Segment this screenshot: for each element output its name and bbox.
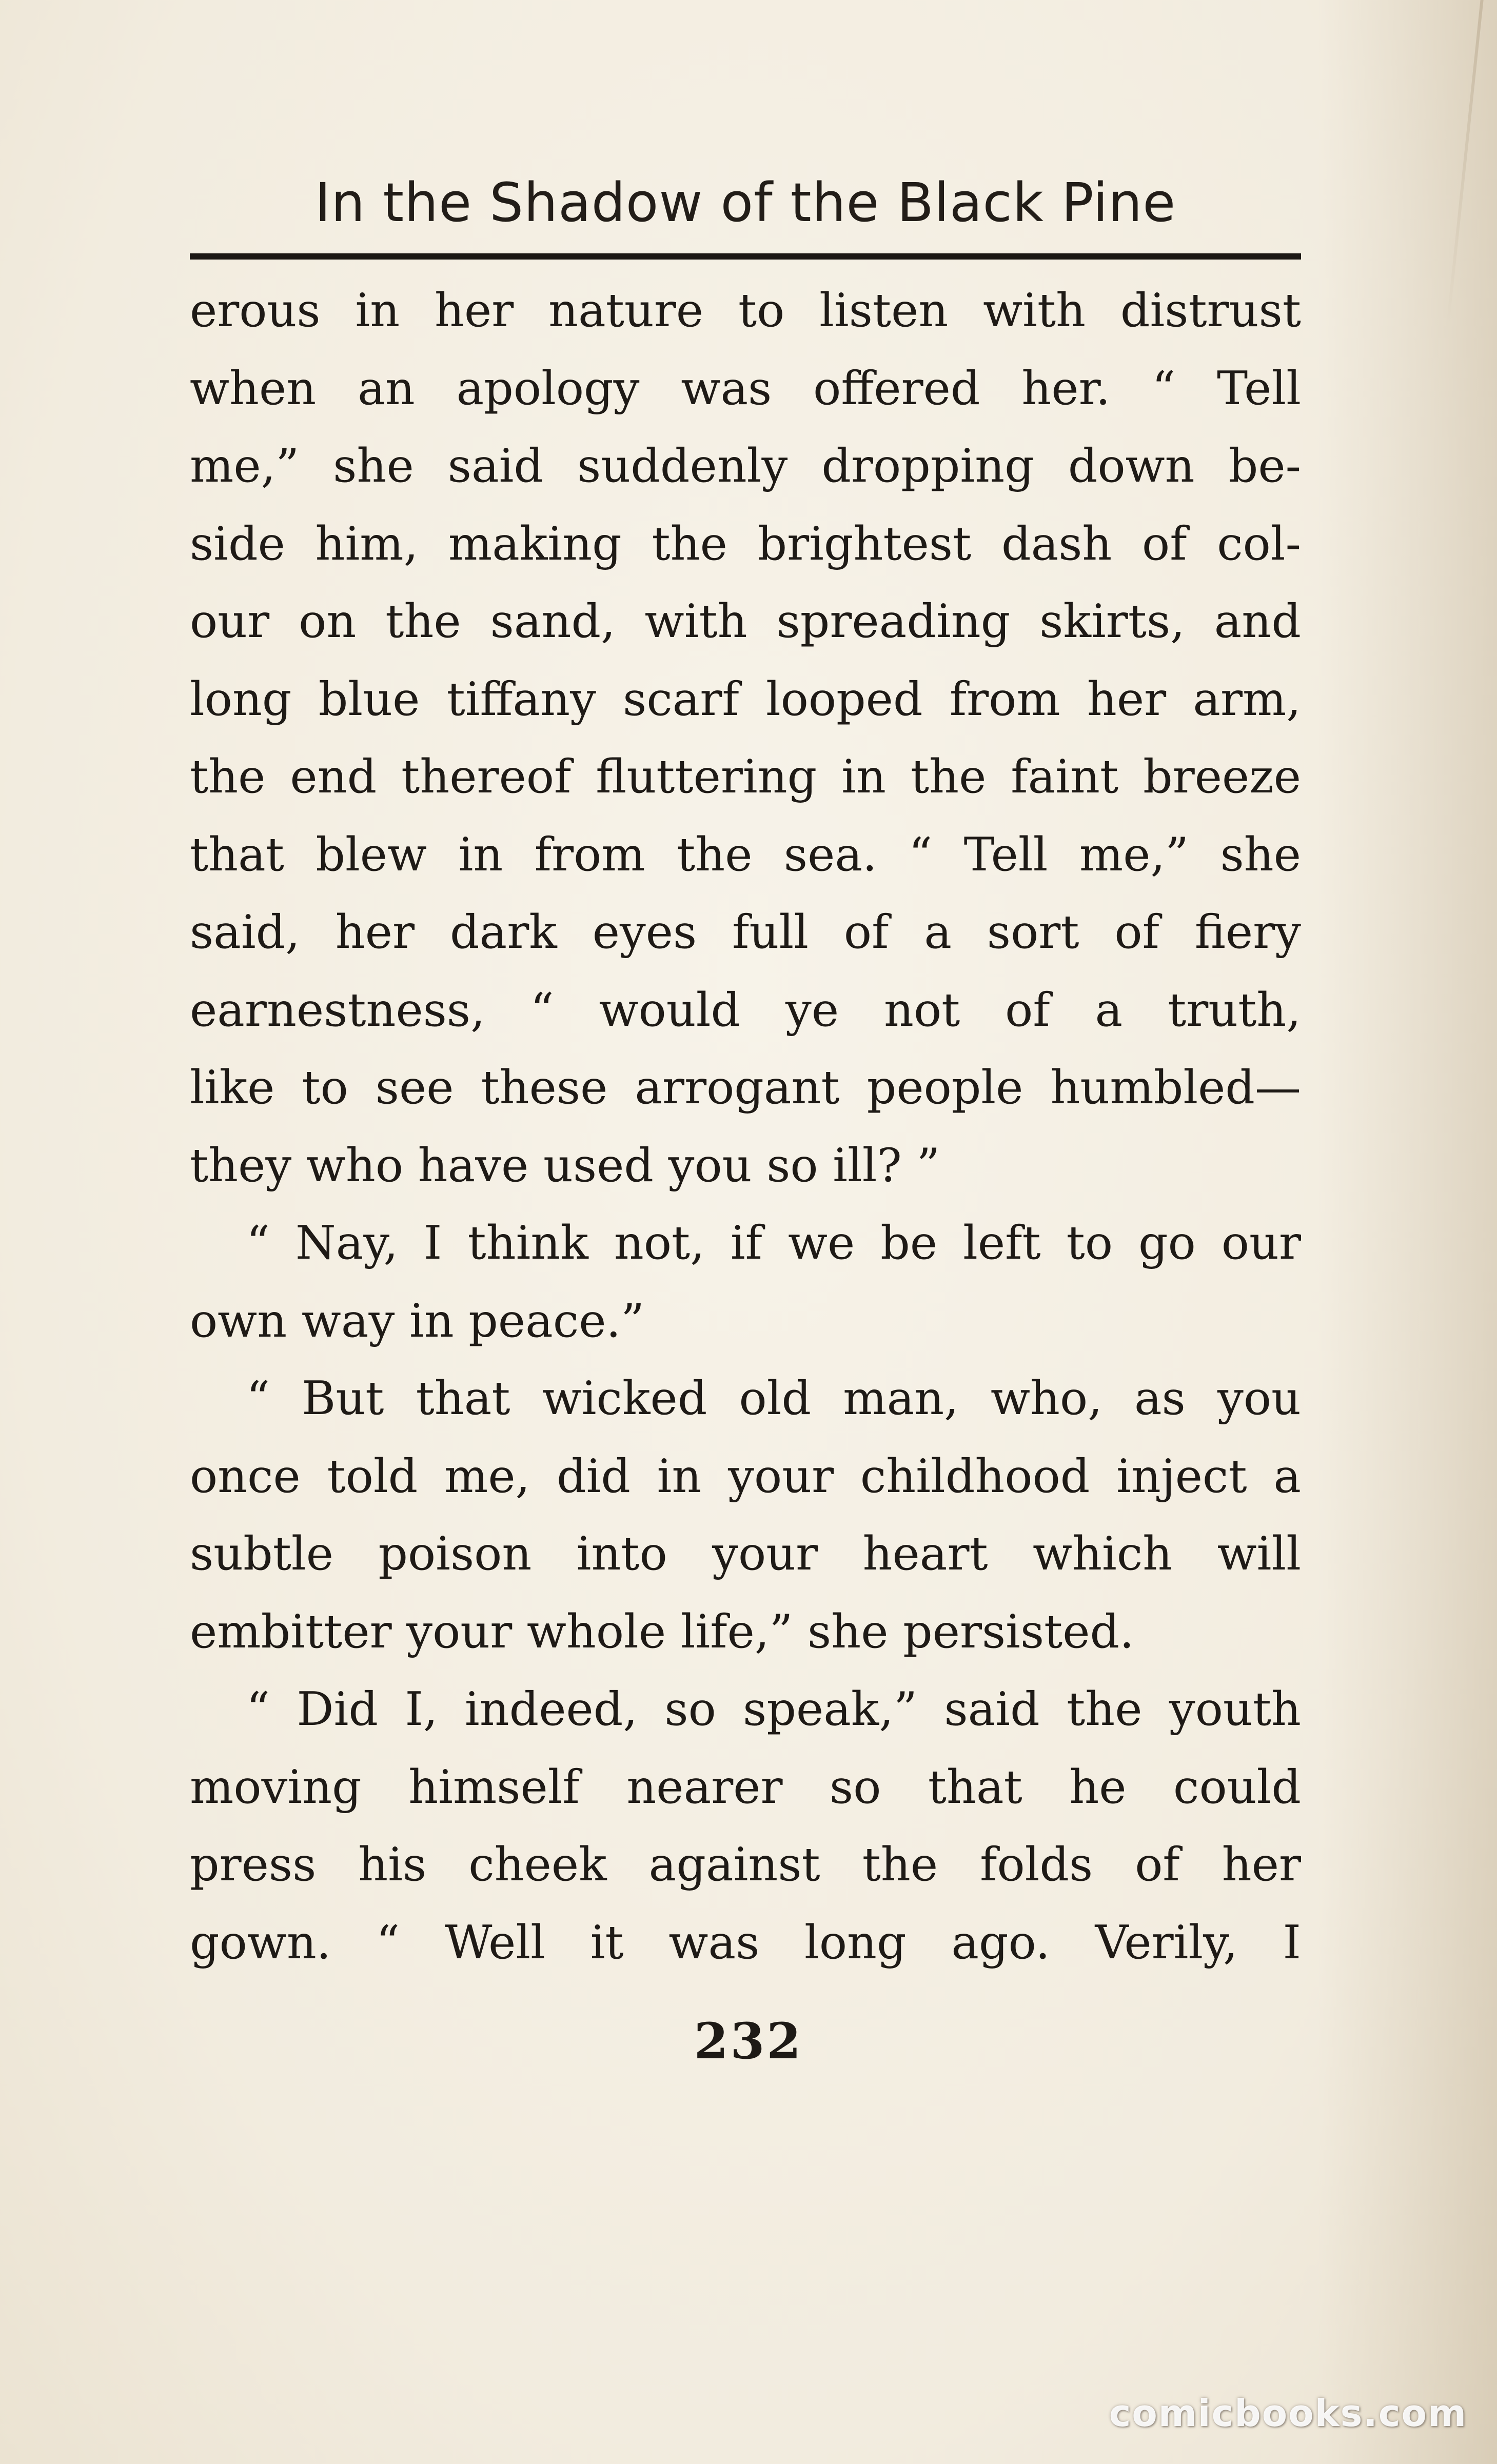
text-line: that blew in from the sea. “ Tell me,” she: [190, 827, 1301, 882]
text-line: once told me, did in your childhood inject a: [190, 1449, 1301, 1503]
text-line: “ Nay, I think not, if we be left to go our: [246, 1216, 1301, 1270]
text-line: moving himself nearer so that he could: [190, 1760, 1301, 1814]
text-line: “ But that wicked old man, who, as you: [246, 1372, 1301, 1425]
text-line: embitter your whole life,” she persisted.: [190, 1604, 1134, 1659]
watermark: comicbooks.com: [1109, 2392, 1467, 2435]
text-line: they who have used you so ill? ”: [190, 1138, 940, 1193]
text-line: erous in her nature to listen with distrust: [190, 284, 1301, 337]
text-line: the end thereof fluttering in the faint breeze: [190, 750, 1301, 804]
text-line: earnestness, “ would ye not of a truth,: [190, 983, 1301, 1037]
text-line: me,” she said suddenly dropping down be-: [190, 439, 1301, 493]
running-head: In the Shadow of the Black Pine: [314, 171, 1176, 234]
text-line: long blue tiffany scarf looped from her arm,: [190, 672, 1301, 726]
text-line: our on the sand, with spreading skirts, and: [190, 594, 1301, 648]
text-line: when an apology was offered her. “ Tell: [190, 361, 1301, 415]
text-line: press his cheek against the folds of her: [190, 1838, 1301, 1892]
text-line: gown. “ Well it was long ago. Verily, I: [190, 1915, 1301, 1970]
text-line: like to see these arrogant people humbled—: [190, 1061, 1301, 1115]
text-line: own way in peace.”: [190, 1294, 645, 1348]
text-line: subtle poison into your heart which will: [190, 1527, 1301, 1581]
text-line: said, her dark eyes full of a sort of fiery: [190, 905, 1301, 959]
page-number: 232: [694, 2012, 803, 2070]
page-edge-crease: [1446, 0, 1483, 328]
header-rule: [190, 253, 1301, 260]
text-line: “ Did I, indeed, so speak,” said the youth: [246, 1682, 1301, 1736]
text-line: side him, making the brightest dash of col-: [190, 516, 1301, 571]
body-text: [190, 272, 1301, 1981]
